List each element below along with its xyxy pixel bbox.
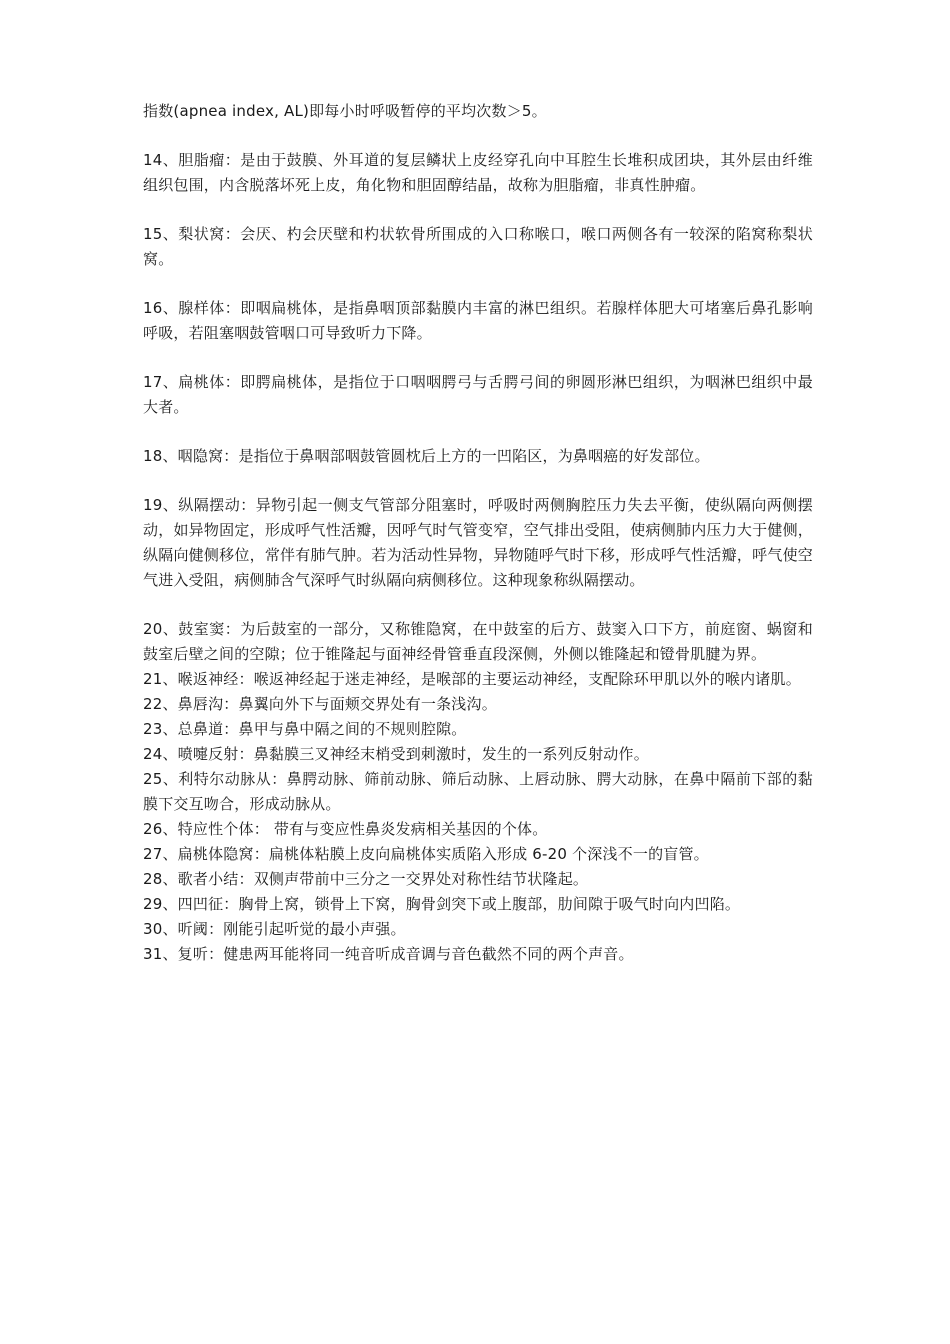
paragraph-term-16: 16、腺样体：即咽扁桃体，是指鼻咽顶部黏膜内丰富的淋巴组织。若腺样体肥大可堵塞后鼻孔影响呼吸，若阻塞咽鼓管咽口可导致听力下降。	[143, 299, 813, 342]
paragraph-term-27: 27、扁桃体隐窝：扁桃体粘膜上皮向扁桃体实质陷入形成 6-20 个深浅不一的盲管。	[143, 845, 709, 863]
paragraph-apnea-index: 指数(apnea index, AL)即每小时呼吸暂停的平均次数＞5。	[143, 102, 547, 120]
paragraph-term-17: 17、扁桃体：即腭扁桃体，是指位于口咽咽腭弓与舌腭弓间的卵圆形淋巴组织，为咽淋巴组织中最大者。	[143, 373, 813, 416]
paragraph-term-15: 15、梨状窝：会厌、杓会厌壁和杓状软骨所围成的入口称喉口，喉口两侧各有一较深的陷窝称梨状窝。	[143, 225, 813, 268]
paragraph-term-28: 28、歌者小结：双侧声带前中三分之一交界处对称性结节状隆起。	[143, 870, 589, 888]
paragraph-term-19: 19、纵隔摆动：异物引起一侧支气管部分阻塞时，呼吸时两侧胸腔压力失去平衡，使纵隔向两侧摆动，如异物固定，形成呼气性活瓣，因呼气时气管变窄，空气排出受阻，使病侧肺内压力大于健侧，纵隔向健侧移位，常伴有肺气肿。若为活动性异物，异物随呼气时下移，形成呼气性活瓣，呼气使空气进入受阻，病侧肺含气深呼气时纵隔向病侧移位。这种现象称纵隔摆动。	[143, 496, 813, 589]
document-page	[143, 99, 813, 967]
paragraph-term-18: 18、咽隐窝：是指位于鼻咽部咽鼓管圆枕后上方的一凹陷区，为鼻咽癌的好发部位。	[143, 447, 710, 465]
paragraph-term-22: 22、鼻唇沟：鼻翼向外下与面颊交界处有一条浅沟。	[143, 695, 497, 713]
paragraph-term-21: 21、喉返神经：喉返神经起于迷走神经，是喉部的主要运动神经，支配除环甲肌以外的喉内诸肌。	[143, 670, 801, 688]
paragraph-gap	[143, 469, 813, 493]
paragraph-term-31: 31、复听：健患两耳能将同一纯音听成音调与音色截然不同的两个声音。	[143, 945, 634, 963]
paragraph-gap	[143, 346, 813, 370]
paragraph-term-24: 24、喷嚏反射：鼻黏膜三叉神经末梢受到刺激时，发生的一系列反射动作。	[143, 745, 649, 763]
paragraph-gap	[143, 272, 813, 296]
paragraph-gap	[143, 124, 813, 148]
paragraph-term-29: 29、四凹征：胸骨上窝，锁骨上下窝，胸骨剑突下或上腹部，肋间隙于吸气时向内凹陷。	[143, 895, 741, 913]
paragraph-term-20: 20、鼓室窦：为后鼓室的一部分，又称锥隐窝，在中鼓室的后方、鼓窦入口下方，前庭窗、蜗窗和鼓室后壁之间的空隙；位于锥隆起与面神经骨管垂直段深侧，外侧以锥隆起和镫骨肌腱为界。	[143, 620, 813, 663]
paragraph-term-14: 14、胆脂瘤：是由于鼓膜、外耳道的复层鳞状上皮经穿孔向中耳腔生长堆积成团块，其外层由纤维组织包围，内含脱落坏死上皮，角化物和胆固醇结晶，故称为胆脂瘤，非真性肿瘤。	[143, 151, 813, 194]
paragraph-term-25: 25、利特尔动脉从：鼻腭动脉、筛前动脉、筛后动脉、上唇动脉、腭大动脉，在鼻中隔前下部的黏膜下交互吻合，形成动脉从。	[143, 770, 813, 813]
paragraph-gap	[143, 198, 813, 222]
paragraph-term-30: 30、听阈：刚能引起听觉的最小声强。	[143, 920, 406, 938]
paragraph-term-26: 26、特应性个体： 带有与变应性鼻炎发病相关基因的个体。	[143, 820, 548, 838]
paragraph-gap	[143, 420, 813, 444]
paragraph-gap	[143, 593, 813, 617]
paragraph-term-23: 23、总鼻道：鼻甲与鼻中隔之间的不规则腔隙。	[143, 720, 467, 738]
